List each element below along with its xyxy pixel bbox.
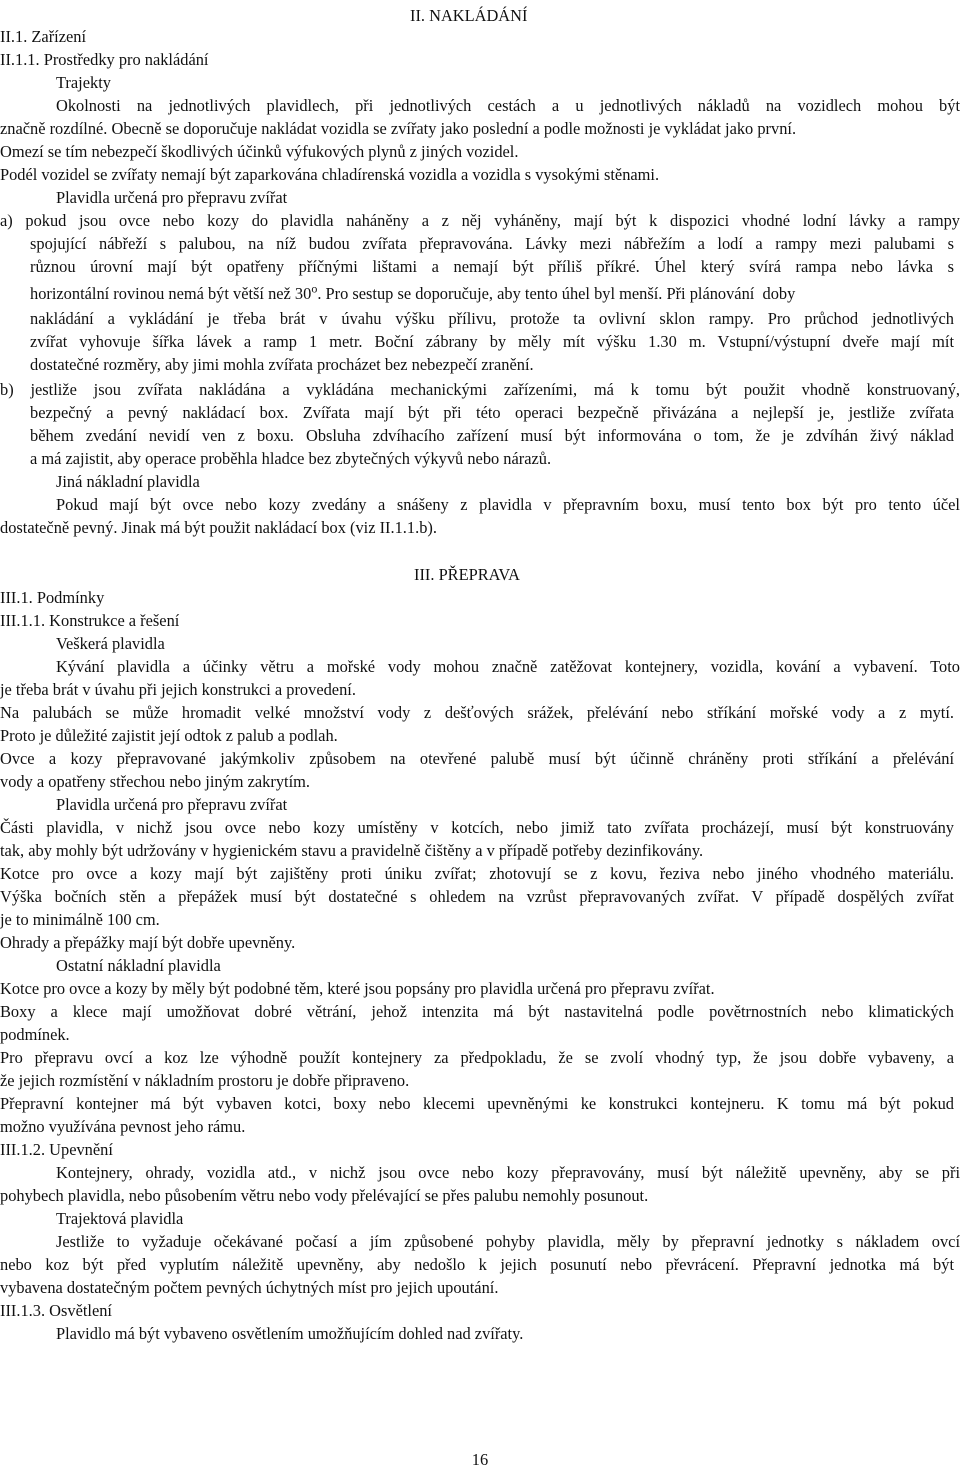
heading: III.1. Podmínky	[0, 588, 105, 607]
heading: III.1.1. Konstrukce a řešení	[0, 611, 180, 630]
paragraph-line: Ohrady a přepážky mají být dobře upevněny.	[0, 933, 296, 952]
paragraph-line: vybavena dostatečným počtem pevných úchytných míst pro jejich upoutání.	[0, 1278, 499, 1297]
subheading: Ostatní nákladní plavidla	[56, 956, 221, 975]
heading: III.1.2. Upevnění	[0, 1140, 113, 1159]
heading: III.1.3. Osvětlení	[0, 1301, 112, 1320]
list-item-a-line: a) pokud jsou ovce nebo kozy do plavidla naháněny a z něj vyháněny, mají být k dispozici vhodné lodní lávky a rampy	[0, 211, 960, 230]
list-item-a-line: různou úrovní mají být opatřeny příčnými lištami a nemají být příliš příkré. Úhel který svírá rampa nebo lávka s	[30, 257, 954, 276]
list-item-b-line: bezpečný a pevný nakládací box. Zvířata mají být při této operaci bezpečně přivázána a nejlepší je, jestliže zvířata	[30, 403, 954, 422]
subheading: Plavidla určená pro přepravu zvířat	[56, 188, 288, 207]
subheading: Jiná nákladní plavidla	[56, 472, 200, 491]
heading: II.1. Zařízení	[0, 27, 87, 46]
paragraph-line: nebo koz být před vyplutím náležitě upevněny, aby nedošlo k jejich posunutí nebo převrácení. Přepravní jednotka má být	[0, 1255, 954, 1274]
subheading: Veškerá plavidla	[56, 634, 165, 653]
paragraph-line: Kývání plavidla a účinky větru a mořské vody mohou značně zatěžovat kontejnery, vozidla, kování a vybavení. Toto	[56, 657, 960, 676]
list-item-a-line: zvířat vyhovuje šířka lávek a ramp 1 metr. Boční zábrany by měly mít výšku 1.30 m. Vstupní/výstupní dveře mají mít	[30, 332, 954, 351]
subheading: Trajektová plavidla	[56, 1209, 184, 1228]
paragraph-line: dostatečně pevný. Jinak má být použit nakládací box (viz II.1.1.b).	[0, 518, 437, 537]
subheading: Plavidla určená pro přepravu zvířat	[56, 795, 288, 814]
paragraph-line: značně rozdílné. Obecně se doporučuje nakládat vozidla se zvířaty jako poslední a podle možnosti je vykládat jako první.	[0, 119, 797, 138]
paragraph-line: Kotce pro ovce a kozy mají být zajištěny proti úniku zvířat; zhotovují se z kovu, řeziva nebo jiného vhodného materiálu.	[0, 864, 954, 883]
paragraph-line: Boxy a klece mají umožňovat dobré větrání, jehož intenzita má být nastavitelná podle povětrnostních nebo klimatických	[0, 1002, 954, 1021]
page-number: 16	[471, 1450, 489, 1469]
list-item-b-line: během zvedání nevidí ven z boxu. Obsluha zdvíhacího zařízení musí být informována o tom, že je zdvíhán živý náklad	[30, 426, 954, 445]
paragraph-line: Okolnosti na jednotlivých plavidlech, při jednotlivých cestách a u jednotlivých nákladů na vozidlech mohou být	[56, 96, 960, 115]
paragraph-line: tak, aby mohly být udržovány v hygienickém stavu a pravidelně čištěny a v případě potřeby dezinfikovány.	[0, 841, 704, 860]
paragraph-line: Jestliže to vyžaduje očekávané počasí a jím způsobené pohyby plavidla, měly by přepravní jednotky s nákladem ovcí	[56, 1232, 960, 1251]
list-item-b-line: b) jestliže jsou zvířata nakládána a vykládána mechanickými zařízeními, má k tomu být použit vhodně konstruovaný,	[0, 380, 960, 399]
heading: II.1.1. Prostředky pro nakládání	[0, 50, 209, 69]
paragraph-line: Výška bočních stěn a přepážek musí být dostatečné s ohledem na vzrůst přepravovaných zvířat. V případě dospělých zvířat	[0, 887, 954, 906]
subheading: Trajekty	[56, 73, 111, 92]
paragraph-line: Přepravní kontejner má být vybaven kotci, boxy nebo klecemi upevněnými ke konstrukci kontejneru. K tomu má být pokud	[0, 1094, 954, 1113]
paragraph-line: pohybech plavidla, nebo působením větru nebo vody přelévající se přes palubu nemohly posunout.	[0, 1186, 649, 1205]
list-item-a-line: nakládání a vykládání je třeba brát v úvahu výšku přílivu, protože ta ovlivní sklon rampy. Pro průchod jednotlivých	[30, 309, 954, 328]
paragraph-line: Kotce pro ovce a kozy by měly být podobné těm, které jsou popsány pro plavidla určená pro přepravu zvířat.	[0, 979, 715, 998]
paragraph-line: Na palubách se může hromadit velké množství vody z dešťových srážek, přelévání nebo stříkání mořské vody a z mytí.	[0, 703, 954, 722]
section-title: II. NAKLÁDÁNÍ	[410, 6, 528, 25]
paragraph-line: Podél vozidel se zvířaty nemají být zaparkována chladírenská vozidla a vozidla s vysokými stěnami.	[0, 165, 660, 184]
list-item-a-line: horizontální rovinou nemá být větší než 30$^o$. Pro sestup se doporučuje, aby tento úhel byl menší. Při plánování doby	[30, 281, 796, 303]
paragraph-line: možno využívána pevnost jeho rámu.	[0, 1117, 246, 1136]
paragraph-line: Plavidlo má být vybaveno osvětlením umožňujícím dohled nad zvířaty.	[56, 1324, 524, 1343]
list-item-a-line: spojující nábřeží s palubou, na níž budou zvířata přepravována. Lávky mezi nábřežím a lodí a rampy mezi palubami s	[30, 234, 954, 253]
list-item-a-line: dostatečné rozměry, aby jimi mohla zvířata procházet bez nebezpečí zranění.	[30, 355, 534, 374]
paragraph-line: Omezí se tím nebezpečí škodlivých účinků výfukových plynů z jiných vozidel.	[0, 142, 519, 161]
section-title: III. PŘEPRAVA	[414, 565, 520, 584]
paragraph-line: Proto je důležité zajistit její odtok z palub a podlah.	[0, 726, 338, 745]
paragraph-line: že jejich rozmístění v nákladním prostoru je dobře připraveno.	[0, 1071, 410, 1090]
list-item-b-line: a má zajistit, aby operace proběhla hladce bez zbytečných výkyvů nebo nárazů.	[30, 449, 552, 468]
paragraph-line: Pro přepravu ovcí a koz lze výhodně použít kontejnery za předpokladu, že se zvolí vhodný typ, že jsou dobře vybaveny, a	[0, 1048, 954, 1067]
paragraph-line: podmínek.	[0, 1025, 70, 1044]
paragraph-line: je třeba brát v úvahu při jejich konstrukci a provedení.	[0, 680, 356, 699]
paragraph-line: Části plavidla, v nichž jsou ovce nebo kozy umístěny v kotcích, nebo jimiž tato zvířata procházejí, musí být konstruovány	[0, 818, 954, 837]
paragraph-line: Ovce a kozy přepravované jakýmkoliv způsobem na otevřené palubě musí být účinně chráněny proti stříkání a přelévání	[0, 749, 954, 768]
paragraph-line: Kontejnery, ohrady, vozidla atd., v nichž jsou ovce nebo kozy přepravovány, musí být náležitě upevněny, aby se při	[56, 1163, 960, 1182]
paragraph-line: Pokud mají být ovce nebo kozy zvedány a snášeny z plavidla v přepravním boxu, musí tento box být pro tento účel	[56, 495, 960, 514]
paragraph-line: vody a opatřeny střechou nebo jiným zakrytím.	[0, 772, 310, 791]
paragraph-line: je to minimálně 100 cm.	[0, 910, 160, 929]
